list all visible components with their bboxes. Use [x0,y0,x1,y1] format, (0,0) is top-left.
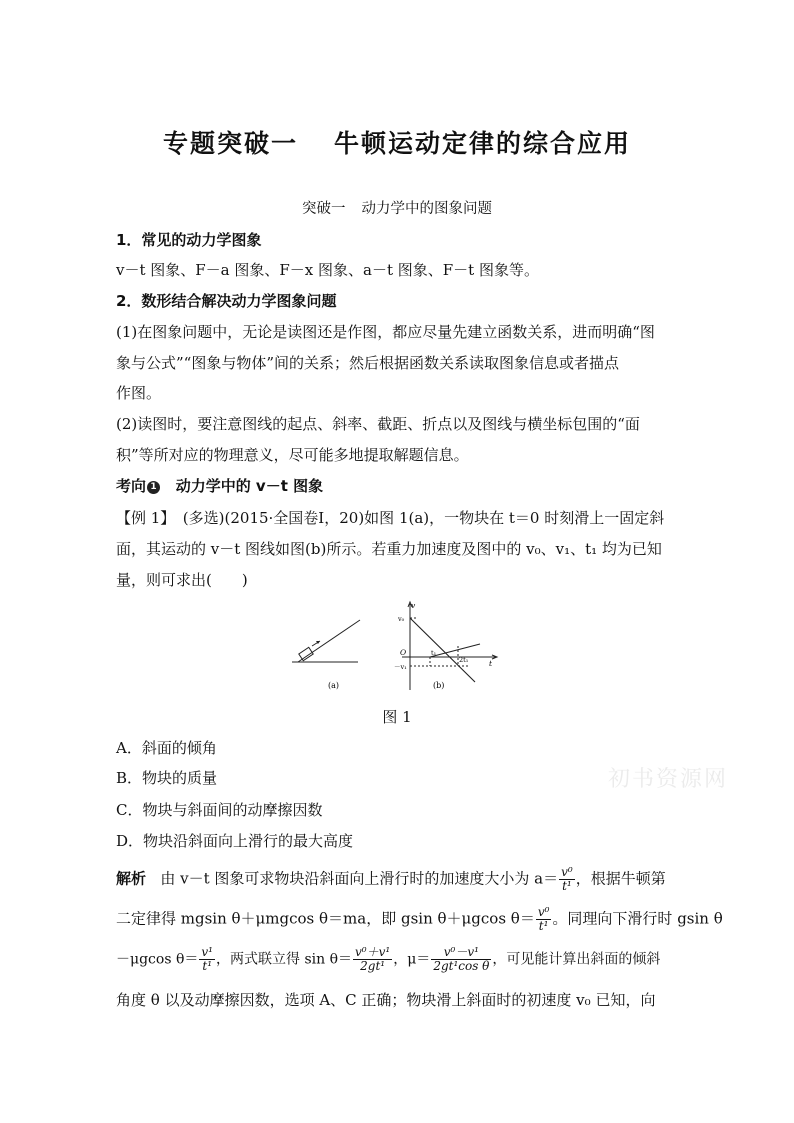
option-c: C．物块与斜面间的动摩擦因数 [116,801,323,819]
analysis-l1a: 由 v－t 图象可求物块沿斜面向上滑行时的加速度大小为 a＝ [160,869,559,888]
title-part1: 专题突破一 [162,129,298,158]
figure-b-graph [402,602,497,690]
v0-label: v₀ [398,615,405,623]
t1-label: t₁ [431,649,437,657]
example-line3: 量，则可求出( ) [116,571,248,589]
item1-text: v－t 图象、F－a 图象、F－x 图象、a－t 图象、F－t 图象等。 [116,261,539,279]
item2-p1-line3: 作图。 [116,384,162,402]
figure-a-label: (a) [328,681,340,690]
analysis-l3a: －μgcos θ＝ [116,951,199,968]
analysis-l3d: ，可见能计算出斜面的倾斜 [492,951,661,968]
item2-p1-line2: 象与公式”“图象与物体”间的关系；然后根据函数关系读取图象信息或者描点 [116,354,620,372]
analysis-line1 [116,865,682,893]
fraction-d: $\frac{\text{v⁰＋v¹}}{\text{2gt¹}}$ [355,945,391,973]
analysis-line4: 角度 θ 以及动摩擦因数，选项 A、C 正确；物块滑上斜面时的初速度 v₀ 已知，向 [116,991,656,1009]
page-title [0,124,794,160]
analysis-l2a: 二定律得 mgsin θ＋μmgcos θ＝ma，即 gsin θ＋μgcos θ＝ [116,909,535,928]
option-a: A．斜面的倾角 [116,739,217,757]
title-part2: 牛顿运动定律的综合应用 [334,129,632,158]
option-b: B．物块的质量 [116,769,218,787]
figure-1 [290,600,510,695]
block-shape [299,647,313,660]
figure-b-label: (b) [433,681,445,690]
item2-p2-line1: (2)读图时，要注意图线的起点、斜率、截距、折点以及图线与横坐标包围的“面 [116,415,640,433]
axis-v-label: v [411,601,416,610]
analysis-l3b: ，两式联立得 sin θ＝ [216,951,353,968]
watermark: 初书资源网 [608,767,729,792]
fraction-a: $\frac{\text{v⁰}}{\text{t¹}}$ [561,865,573,893]
analysis-label: 解析 [116,869,147,888]
item2-p1-line1: (1)在图象问题中，无论是读图还是作图，都应尽量先建立函数关系，进而明确“图 [116,323,655,341]
section-heading [0,197,794,218]
figure-a-incline [292,620,360,662]
fraction-c: $\frac{\text{v¹}}{\text{t¹}}$ [201,945,213,973]
direction-label: 考向 [116,477,147,495]
option-d: D．物块沿斜面向上滑行的最大高度 [116,832,354,850]
fraction-e: $\frac{\text{v⁰－v¹}}{\text{2gt¹cos θ}}$ [433,945,490,973]
item2-p2-line2: 积”等所对应的物理意义，尽可能多地提取解题信息。 [116,446,469,464]
analysis-line3 [116,945,682,973]
minus-v1-label: －v₁ [394,663,407,671]
direction-text: 动力学中的 v－t 图象 [175,477,324,495]
2t1-label: 2t₁ [459,656,469,664]
item2-heading: 2．数形结合解决动力学图象问题 [116,292,337,310]
analysis-line2 [116,905,723,933]
analysis-l2b: 。同理向下滑行时 gsin θ [552,909,723,928]
origin-label: O [400,648,407,657]
direction-heading [116,476,682,496]
figure-caption: 图 1 [382,708,412,726]
section-label: 突破一 [302,201,346,217]
direction-number-badge: 1 [147,481,160,494]
analysis-l1b: ，根据牛顿第 [575,869,666,888]
item1-heading: 1．常见的动力学图象 [116,231,262,249]
fraction-b: $\frac{\text{v⁰}}{\text{t¹}}$ [537,905,550,933]
section-title: 动力学中的图象问题 [361,201,492,217]
example-line2: 面，其运动的 v－t 图线如图(b)所示。若重力加速度及图中的 v₀、v₁、t₁ 均为已知 [116,540,662,558]
axis-t-label: t [489,659,493,668]
example-line1: 【例 1】 (多选)(2015·全国卷Ⅰ，20)如图 1(a)，一物块在 t＝0 时刻滑上一固定斜 [116,509,665,527]
analysis-l3c: ，μ＝ [393,951,431,968]
